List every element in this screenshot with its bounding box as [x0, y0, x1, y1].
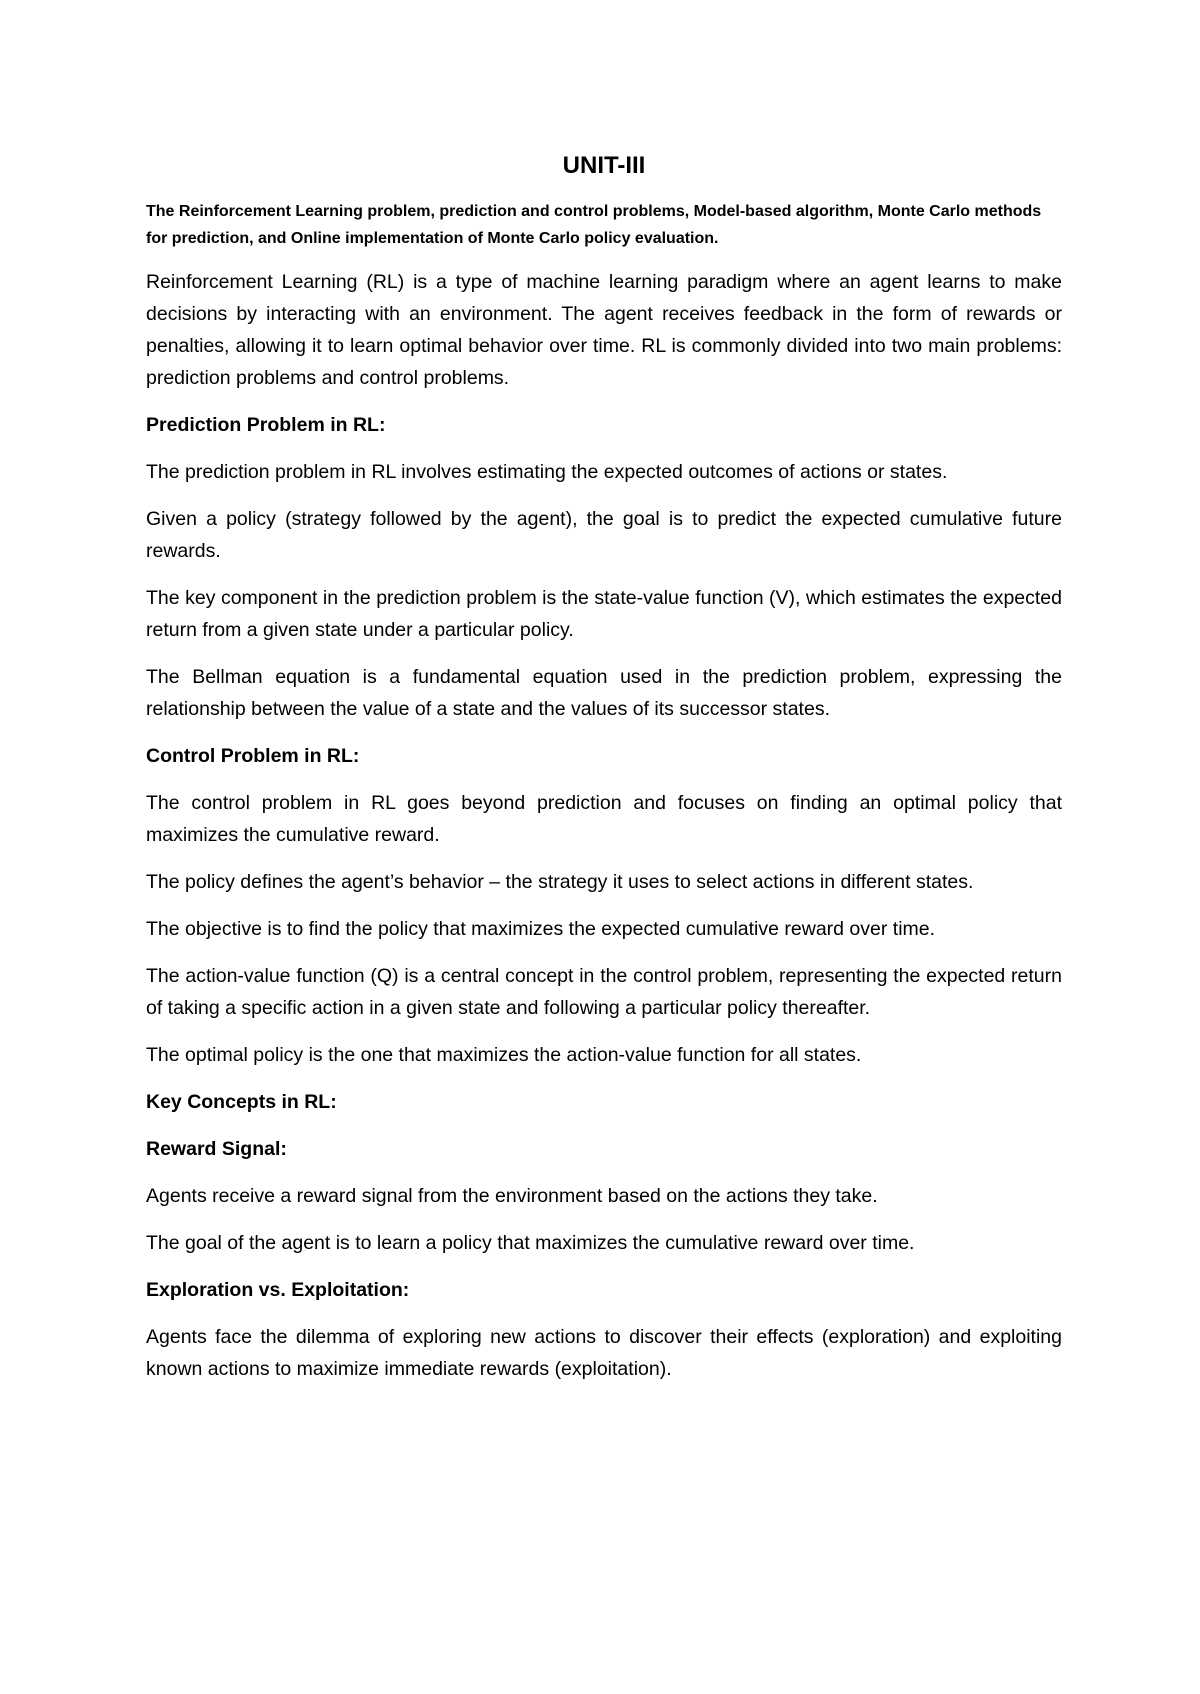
prediction-paragraph-4: The Bellman equation is a fundamental equation used in the prediction problem, expressing the relationship between the value of a state and the values of its successor states.	[146, 666, 1062, 720]
document-page	[146, 150, 1062, 1400]
prediction-paragraph-3: The key component in the prediction problem is the state-value function (V), which estimates the expected return from a given state under a particular policy.	[146, 587, 1062, 641]
reward-signal-heading: Reward Signal:	[146, 1138, 287, 1160]
key-concepts-heading: Key Concepts in RL:	[146, 1091, 337, 1113]
control-problem-heading: Control Problem in RL:	[146, 745, 360, 767]
control-paragraph-4: The action-value function (Q) is a central concept in the control problem, representing the expected return of taking a specific action in a given state and following a particular policy thereafter.	[146, 965, 1062, 1019]
reward-paragraph-2: The goal of the agent is to learn a policy that maximizes the cumulative reward over time.	[146, 1232, 915, 1254]
prediction-paragraph-2: Given a policy (strategy followed by the agent), the goal is to predict the expected cumulative future rewards.	[146, 508, 1062, 562]
reward-paragraph-1: Agents receive a reward signal from the environment based on the actions they take.	[146, 1185, 878, 1207]
exploration-heading: Exploration vs. Exploitation:	[146, 1279, 410, 1301]
intro-paragraph: Reinforcement Learning (RL) is a type of machine learning paradigm where an agent learns to make decisions by interacting with an environment. The agent receives feedback in the form of rewards or penalties, allowing it to learn optimal behavior over time. RL is commonly divided into two main problems: prediction problems and control problems.	[146, 271, 1062, 389]
control-paragraph-5: The optimal policy is the one that maximizes the action-value function for all states.	[146, 1044, 862, 1066]
control-paragraph-1: The control problem in RL goes beyond prediction and focuses on finding an optimal policy that maximizes the cumulative reward.	[146, 792, 1062, 846]
unit-topics-summary: The Reinforcement Learning problem, prediction and control problems, Model-based algorithm, Monte Carlo methods for prediction, and Online implementation of Monte Carlo policy evaluation.	[146, 203, 1042, 247]
prediction-problem-heading: Prediction Problem in RL:	[146, 414, 386, 436]
prediction-paragraph-1: The prediction problem in RL involves estimating the expected outcomes of actions or states.	[146, 461, 948, 483]
exploration-paragraph-1: Agents face the dilemma of exploring new actions to discover their effects (exploration) and exploiting known actions to maximize immediate rewards (exploitation).	[146, 1326, 1062, 1380]
page-title: UNIT-III	[562, 152, 646, 179]
control-paragraph-2: The policy defines the agent’s behavior – the strategy it uses to select actions in different states.	[146, 871, 974, 893]
control-paragraph-3: The objective is to find the policy that maximizes the expected cumulative reward over time.	[146, 918, 936, 940]
